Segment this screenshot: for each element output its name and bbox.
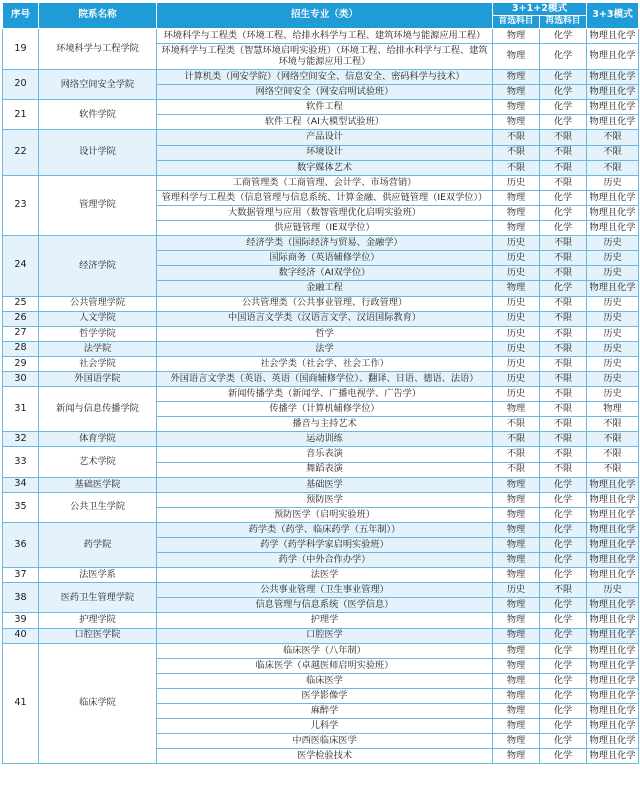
mode-33-cell: 物理且化学 <box>587 100 639 115</box>
major-cell: 公共管理类（公共事业管理、行政管理） <box>157 296 493 311</box>
college-cell: 护理学院 <box>39 613 157 628</box>
second-subject-cell: 不限 <box>540 251 587 266</box>
first-subject-cell: 物理 <box>493 205 540 220</box>
first-subject-cell: 不限 <box>493 145 540 160</box>
major-cell: 计算机类（网安学院）（网络空间安全、信息安全、密码科学与技术） <box>157 70 493 85</box>
major-cell: 药学（中外合作办学） <box>157 553 493 568</box>
table-row <box>3 236 639 251</box>
first-subject-cell: 物理 <box>493 628 540 643</box>
seq-cell: 23 <box>3 175 39 235</box>
second-subject-cell: 不限 <box>540 583 587 598</box>
second-subject-cell: 化学 <box>540 522 587 537</box>
seq-cell: 41 <box>3 643 39 764</box>
first-subject-cell: 物理 <box>493 673 540 688</box>
second-subject-cell: 不限 <box>540 160 587 175</box>
major-cell: 供应链管理（IE双学位） <box>157 221 493 236</box>
second-subject-cell: 化学 <box>540 507 587 522</box>
first-subject-cell: 不限 <box>493 160 540 175</box>
major-cell: 播音与主持艺术 <box>157 417 493 432</box>
second-subject-cell: 化学 <box>540 538 587 553</box>
first-subject-cell: 不限 <box>493 462 540 477</box>
table-row <box>3 100 639 115</box>
first-subject-cell: 物理 <box>493 85 540 100</box>
mode-33-cell: 物理且化学 <box>587 568 639 583</box>
major-cell: 传播学（计算机辅修学位） <box>157 402 493 417</box>
mode-33-cell: 物理且化学 <box>587 29 639 44</box>
second-subject-cell: 化学 <box>540 734 587 749</box>
header-seq: 序号 <box>3 3 39 29</box>
first-subject-cell: 物理 <box>493 221 540 236</box>
mode-33-cell: 历史 <box>587 266 639 281</box>
major-cell: 数字媒体艺术 <box>157 160 493 175</box>
second-subject-cell: 不限 <box>540 387 587 402</box>
table-row <box>3 643 639 658</box>
major-cell: 音乐表演 <box>157 447 493 462</box>
first-subject-cell: 不限 <box>493 417 540 432</box>
header-second-subject: 再选科目 <box>540 16 587 29</box>
second-subject-cell: 不限 <box>540 296 587 311</box>
college-cell: 法学院 <box>39 341 157 356</box>
major-cell: 医学检验技术 <box>157 749 493 764</box>
college-cell: 临床学院 <box>39 643 157 764</box>
mode-33-cell: 历史 <box>587 387 639 402</box>
major-cell: 金融工程 <box>157 281 493 296</box>
mode-33-cell: 物理且化学 <box>587 492 639 507</box>
table-row <box>3 387 639 402</box>
college-cell: 艺术学院 <box>39 447 157 477</box>
second-subject-cell: 化学 <box>540 85 587 100</box>
first-subject-cell: 物理 <box>493 568 540 583</box>
mode-33-cell: 物理且化学 <box>587 704 639 719</box>
seq-cell: 38 <box>3 583 39 613</box>
table-row <box>3 341 639 356</box>
major-cell: 产品设计 <box>157 130 493 145</box>
college-cell: 经济学院 <box>39 236 157 296</box>
college-cell: 外国语学院 <box>39 371 157 386</box>
major-cell: 新闻传播学类（新闻学、广播电视学、广告学） <box>157 387 493 402</box>
table-body <box>3 29 639 764</box>
second-subject-cell: 化学 <box>540 688 587 703</box>
first-subject-cell: 物理 <box>493 658 540 673</box>
major-cell: 经济学类（国际经济与贸易、金融学） <box>157 236 493 251</box>
major-cell: 法医学 <box>157 568 493 583</box>
major-cell: 外国语言文学类（英语、英语（国商辅修学位）、翻译、日语、德语、法语） <box>157 371 493 386</box>
college-cell: 体育学院 <box>39 432 157 447</box>
mode-33-cell: 物理且化学 <box>587 507 639 522</box>
first-subject-cell: 不限 <box>493 447 540 462</box>
enrollment-table-wrapper <box>2 2 638 810</box>
first-subject-cell: 物理 <box>493 70 540 85</box>
first-subject-cell: 物理 <box>493 507 540 522</box>
first-subject-cell: 历史 <box>493 387 540 402</box>
college-cell: 基础医学院 <box>39 477 157 492</box>
mode-33-cell: 物理且化学 <box>587 85 639 100</box>
college-cell: 新闻与信息传播学院 <box>39 387 157 432</box>
college-cell: 人文学院 <box>39 311 157 326</box>
major-cell: 哲学 <box>157 326 493 341</box>
first-subject-cell: 历史 <box>493 356 540 371</box>
mode-33-cell: 物理且化学 <box>587 553 639 568</box>
second-subject-cell: 化学 <box>540 100 587 115</box>
second-subject-cell: 不限 <box>540 417 587 432</box>
table-row <box>3 175 639 190</box>
mode-33-cell: 物理且化学 <box>587 44 639 70</box>
seq-cell: 19 <box>3 29 39 70</box>
mode-33-cell: 物理且化学 <box>587 598 639 613</box>
major-cell: 药学类（药学、临床药学（五年制）） <box>157 522 493 537</box>
first-subject-cell: 物理 <box>493 538 540 553</box>
major-cell: 大数据管理与应用（数智管理优化启明实验班） <box>157 205 493 220</box>
college-cell: 公共卫生学院 <box>39 492 157 522</box>
first-subject-cell: 历史 <box>493 326 540 341</box>
seq-cell: 39 <box>3 613 39 628</box>
second-subject-cell: 化学 <box>540 658 587 673</box>
table-row <box>3 371 639 386</box>
major-cell: 基础医学 <box>157 477 493 492</box>
second-subject-cell: 化学 <box>540 190 587 205</box>
first-subject-cell: 历史 <box>493 583 540 598</box>
first-subject-cell: 物理 <box>493 719 540 734</box>
table-row <box>3 447 639 462</box>
major-cell: 软件工程 <box>157 100 493 115</box>
second-subject-cell: 化学 <box>540 281 587 296</box>
second-subject-cell: 化学 <box>540 568 587 583</box>
second-subject-cell: 化学 <box>540 673 587 688</box>
mode-33-cell: 历史 <box>587 236 639 251</box>
college-cell: 网络空间安全学院 <box>39 70 157 100</box>
first-subject-cell: 物理 <box>493 190 540 205</box>
college-cell: 药学院 <box>39 522 157 567</box>
major-cell: 舞蹈表演 <box>157 462 493 477</box>
seq-cell: 28 <box>3 341 39 356</box>
college-cell: 环境科学与工程学院 <box>39 29 157 70</box>
seq-cell: 25 <box>3 296 39 311</box>
major-cell: 儿科学 <box>157 719 493 734</box>
seq-cell: 31 <box>3 387 39 432</box>
second-subject-cell: 化学 <box>540 643 587 658</box>
first-subject-cell: 物理 <box>493 688 540 703</box>
major-cell: 环境设计 <box>157 145 493 160</box>
mode-33-cell: 历史 <box>587 311 639 326</box>
table-row <box>3 311 639 326</box>
seq-cell: 33 <box>3 447 39 477</box>
second-subject-cell: 化学 <box>540 719 587 734</box>
major-cell: 社会学类（社会学、社会工作） <box>157 356 493 371</box>
major-cell: 临床医学（八年制） <box>157 643 493 658</box>
college-cell: 软件学院 <box>39 100 157 130</box>
second-subject-cell: 化学 <box>540 115 587 130</box>
major-cell: 网络空间安全（网安启明试验班） <box>157 85 493 100</box>
second-subject-cell: 化学 <box>540 221 587 236</box>
header-college: 院系名称 <box>39 3 157 29</box>
major-cell: 临床医学 <box>157 673 493 688</box>
mode-33-cell: 物理且化学 <box>587 281 639 296</box>
mode-33-cell: 不限 <box>587 145 639 160</box>
table-row <box>3 477 639 492</box>
seq-cell: 26 <box>3 311 39 326</box>
major-cell: 预防医学（启明实验班） <box>157 507 493 522</box>
major-cell: 环境科学与工程类（智慧环境启明实验班）（环境工程、给排水科学与工程、建筑环境与能源应用工程） <box>157 44 493 70</box>
first-subject-cell: 物理 <box>493 704 540 719</box>
major-cell: 医学影像学 <box>157 688 493 703</box>
major-cell: 药学（药学科学家启明实验班） <box>157 538 493 553</box>
mode-33-cell: 历史 <box>587 296 639 311</box>
first-subject-cell: 物理 <box>493 402 540 417</box>
first-subject-cell: 历史 <box>493 251 540 266</box>
major-cell: 环境科学与工程类（环境工程、给排水科学与工程、建筑环境与能源应用工程） <box>157 29 493 44</box>
first-subject-cell: 物理 <box>493 522 540 537</box>
mode-33-cell: 历史 <box>587 583 639 598</box>
table-row <box>3 568 639 583</box>
table-row <box>3 29 639 44</box>
first-subject-cell: 历史 <box>493 266 540 281</box>
first-subject-cell: 历史 <box>493 175 540 190</box>
mode-33-cell: 历史 <box>587 356 639 371</box>
major-cell: 工商管理类（工商管理、会计学、市场营销） <box>157 175 493 190</box>
second-subject-cell: 不限 <box>540 371 587 386</box>
second-subject-cell: 不限 <box>540 236 587 251</box>
first-subject-cell: 物理 <box>493 749 540 764</box>
seq-cell: 35 <box>3 492 39 522</box>
mode-33-cell: 物理且化学 <box>587 658 639 673</box>
header-mode-33: 3+3模式 <box>587 3 639 29</box>
mode-33-cell: 历史 <box>587 341 639 356</box>
second-subject-cell: 化学 <box>540 44 587 70</box>
table-row <box>3 326 639 341</box>
mode-33-cell: 物理且化学 <box>587 522 639 537</box>
mode-33-cell: 历史 <box>587 175 639 190</box>
college-cell: 公共管理学院 <box>39 296 157 311</box>
second-subject-cell: 化学 <box>540 492 587 507</box>
mode-33-cell: 物理且化学 <box>587 115 639 130</box>
second-subject-cell: 不限 <box>540 311 587 326</box>
major-cell: 运动训练 <box>157 432 493 447</box>
mode-33-cell: 物理且化学 <box>587 70 639 85</box>
second-subject-cell: 不限 <box>540 175 587 190</box>
seq-cell: 34 <box>3 477 39 492</box>
first-subject-cell: 物理 <box>493 734 540 749</box>
second-subject-cell: 化学 <box>540 613 587 628</box>
college-cell: 医药卫生管理学院 <box>39 583 157 613</box>
first-subject-cell: 历史 <box>493 311 540 326</box>
first-subject-cell: 物理 <box>493 281 540 296</box>
seq-cell: 24 <box>3 236 39 296</box>
mode-33-cell: 物理且化学 <box>587 613 639 628</box>
first-subject-cell: 历史 <box>493 371 540 386</box>
mode-33-cell: 物理且化学 <box>587 643 639 658</box>
major-cell: 公共事业管理（卫生事业管理） <box>157 583 493 598</box>
mode-33-cell: 历史 <box>587 326 639 341</box>
table-row <box>3 492 639 507</box>
seq-cell: 40 <box>3 628 39 643</box>
table-row <box>3 130 639 145</box>
mode-33-cell: 物理且化学 <box>587 538 639 553</box>
first-subject-cell: 物理 <box>493 492 540 507</box>
seq-cell: 29 <box>3 356 39 371</box>
mode-33-cell: 历史 <box>587 251 639 266</box>
second-subject-cell: 不限 <box>540 402 587 417</box>
mode-33-cell: 不限 <box>587 160 639 175</box>
table-row <box>3 628 639 643</box>
major-cell: 临床医学（卓越医师启明实验班） <box>157 658 493 673</box>
mode-33-cell: 物理且化学 <box>587 673 639 688</box>
major-cell: 中西医临床医学 <box>157 734 493 749</box>
second-subject-cell: 化学 <box>540 70 587 85</box>
first-subject-cell: 历史 <box>493 296 540 311</box>
first-subject-cell: 物理 <box>493 643 540 658</box>
mode-33-cell: 物理且化学 <box>587 719 639 734</box>
mode-33-cell: 物理且化学 <box>587 221 639 236</box>
second-subject-cell: 化学 <box>540 598 587 613</box>
major-cell: 中国语言文学类（汉语言文学、汉语国际教育） <box>157 311 493 326</box>
mode-33-cell: 历史 <box>587 371 639 386</box>
table-row <box>3 613 639 628</box>
college-cell: 社会学院 <box>39 356 157 371</box>
first-subject-cell: 物理 <box>493 29 540 44</box>
major-cell: 软件工程（AI大模型试验班） <box>157 115 493 130</box>
college-cell: 哲学学院 <box>39 326 157 341</box>
mode-33-cell: 物理且化学 <box>587 628 639 643</box>
table-row <box>3 70 639 85</box>
mode-33-cell: 不限 <box>587 432 639 447</box>
table-row <box>3 356 639 371</box>
first-subject-cell: 物理 <box>493 598 540 613</box>
first-subject-cell: 物理 <box>493 553 540 568</box>
major-cell: 信息管理与信息系统（医学信息） <box>157 598 493 613</box>
first-subject-cell: 物理 <box>493 44 540 70</box>
mode-33-cell: 不限 <box>587 130 639 145</box>
enrollment-subject-table <box>2 2 639 764</box>
header-first-subject: 首选科目 <box>493 16 540 29</box>
first-subject-cell: 物理 <box>493 115 540 130</box>
second-subject-cell: 化学 <box>540 628 587 643</box>
seq-cell: 22 <box>3 130 39 175</box>
second-subject-cell: 化学 <box>540 477 587 492</box>
first-subject-cell: 历史 <box>493 236 540 251</box>
second-subject-cell: 化学 <box>540 205 587 220</box>
mode-33-cell: 物理且化学 <box>587 734 639 749</box>
second-subject-cell: 不限 <box>540 145 587 160</box>
major-cell: 预防医学 <box>157 492 493 507</box>
college-cell: 法医学系 <box>39 568 157 583</box>
second-subject-cell: 不限 <box>540 462 587 477</box>
major-cell: 麻醉学 <box>157 704 493 719</box>
second-subject-cell: 不限 <box>540 432 587 447</box>
second-subject-cell: 不限 <box>540 447 587 462</box>
mode-33-cell: 物理且化学 <box>587 190 639 205</box>
table-row <box>3 522 639 537</box>
table-row <box>3 583 639 598</box>
seq-cell: 30 <box>3 371 39 386</box>
first-subject-cell: 不限 <box>493 432 540 447</box>
major-cell: 数字经济（AI双学位） <box>157 266 493 281</box>
table-row <box>3 432 639 447</box>
major-cell: 法学 <box>157 341 493 356</box>
college-cell: 设计学院 <box>39 130 157 175</box>
header-major: 招生专业（类） <box>157 3 493 29</box>
seq-cell: 21 <box>3 100 39 130</box>
major-cell: 护理学 <box>157 613 493 628</box>
mode-33-cell: 物理 <box>587 402 639 417</box>
second-subject-cell: 不限 <box>540 326 587 341</box>
mode-33-cell: 物理且化学 <box>587 477 639 492</box>
major-cell: 管理科学与工程类（信息管理与信息系统、计算金融、供应链管理（IE双学位）） <box>157 190 493 205</box>
major-cell: 口腔医学 <box>157 628 493 643</box>
seq-cell: 37 <box>3 568 39 583</box>
second-subject-cell: 不限 <box>540 130 587 145</box>
major-cell: 国际商务（英语辅修学位） <box>157 251 493 266</box>
second-subject-cell: 化学 <box>540 553 587 568</box>
mode-33-cell: 物理且化学 <box>587 749 639 764</box>
second-subject-cell: 不限 <box>540 266 587 281</box>
second-subject-cell: 化学 <box>540 704 587 719</box>
seq-cell: 32 <box>3 432 39 447</box>
table-row <box>3 296 639 311</box>
seq-cell: 27 <box>3 326 39 341</box>
first-subject-cell: 不限 <box>493 130 540 145</box>
second-subject-cell: 不限 <box>540 356 587 371</box>
seq-cell: 20 <box>3 70 39 100</box>
second-subject-cell: 不限 <box>540 341 587 356</box>
header-mode-312: 3+1+2模式 <box>493 3 587 16</box>
mode-33-cell: 不限 <box>587 462 639 477</box>
first-subject-cell: 物理 <box>493 613 540 628</box>
first-subject-cell: 物理 <box>493 100 540 115</box>
mode-33-cell: 物理且化学 <box>587 688 639 703</box>
mode-33-cell: 不限 <box>587 417 639 432</box>
college-cell: 口腔医学院 <box>39 628 157 643</box>
second-subject-cell: 化学 <box>540 749 587 764</box>
table-header <box>3 3 639 29</box>
first-subject-cell: 历史 <box>493 341 540 356</box>
seq-cell: 36 <box>3 522 39 567</box>
second-subject-cell: 化学 <box>540 29 587 44</box>
mode-33-cell: 不限 <box>587 447 639 462</box>
first-subject-cell: 物理 <box>493 477 540 492</box>
mode-33-cell: 物理且化学 <box>587 205 639 220</box>
college-cell: 管理学院 <box>39 175 157 235</box>
